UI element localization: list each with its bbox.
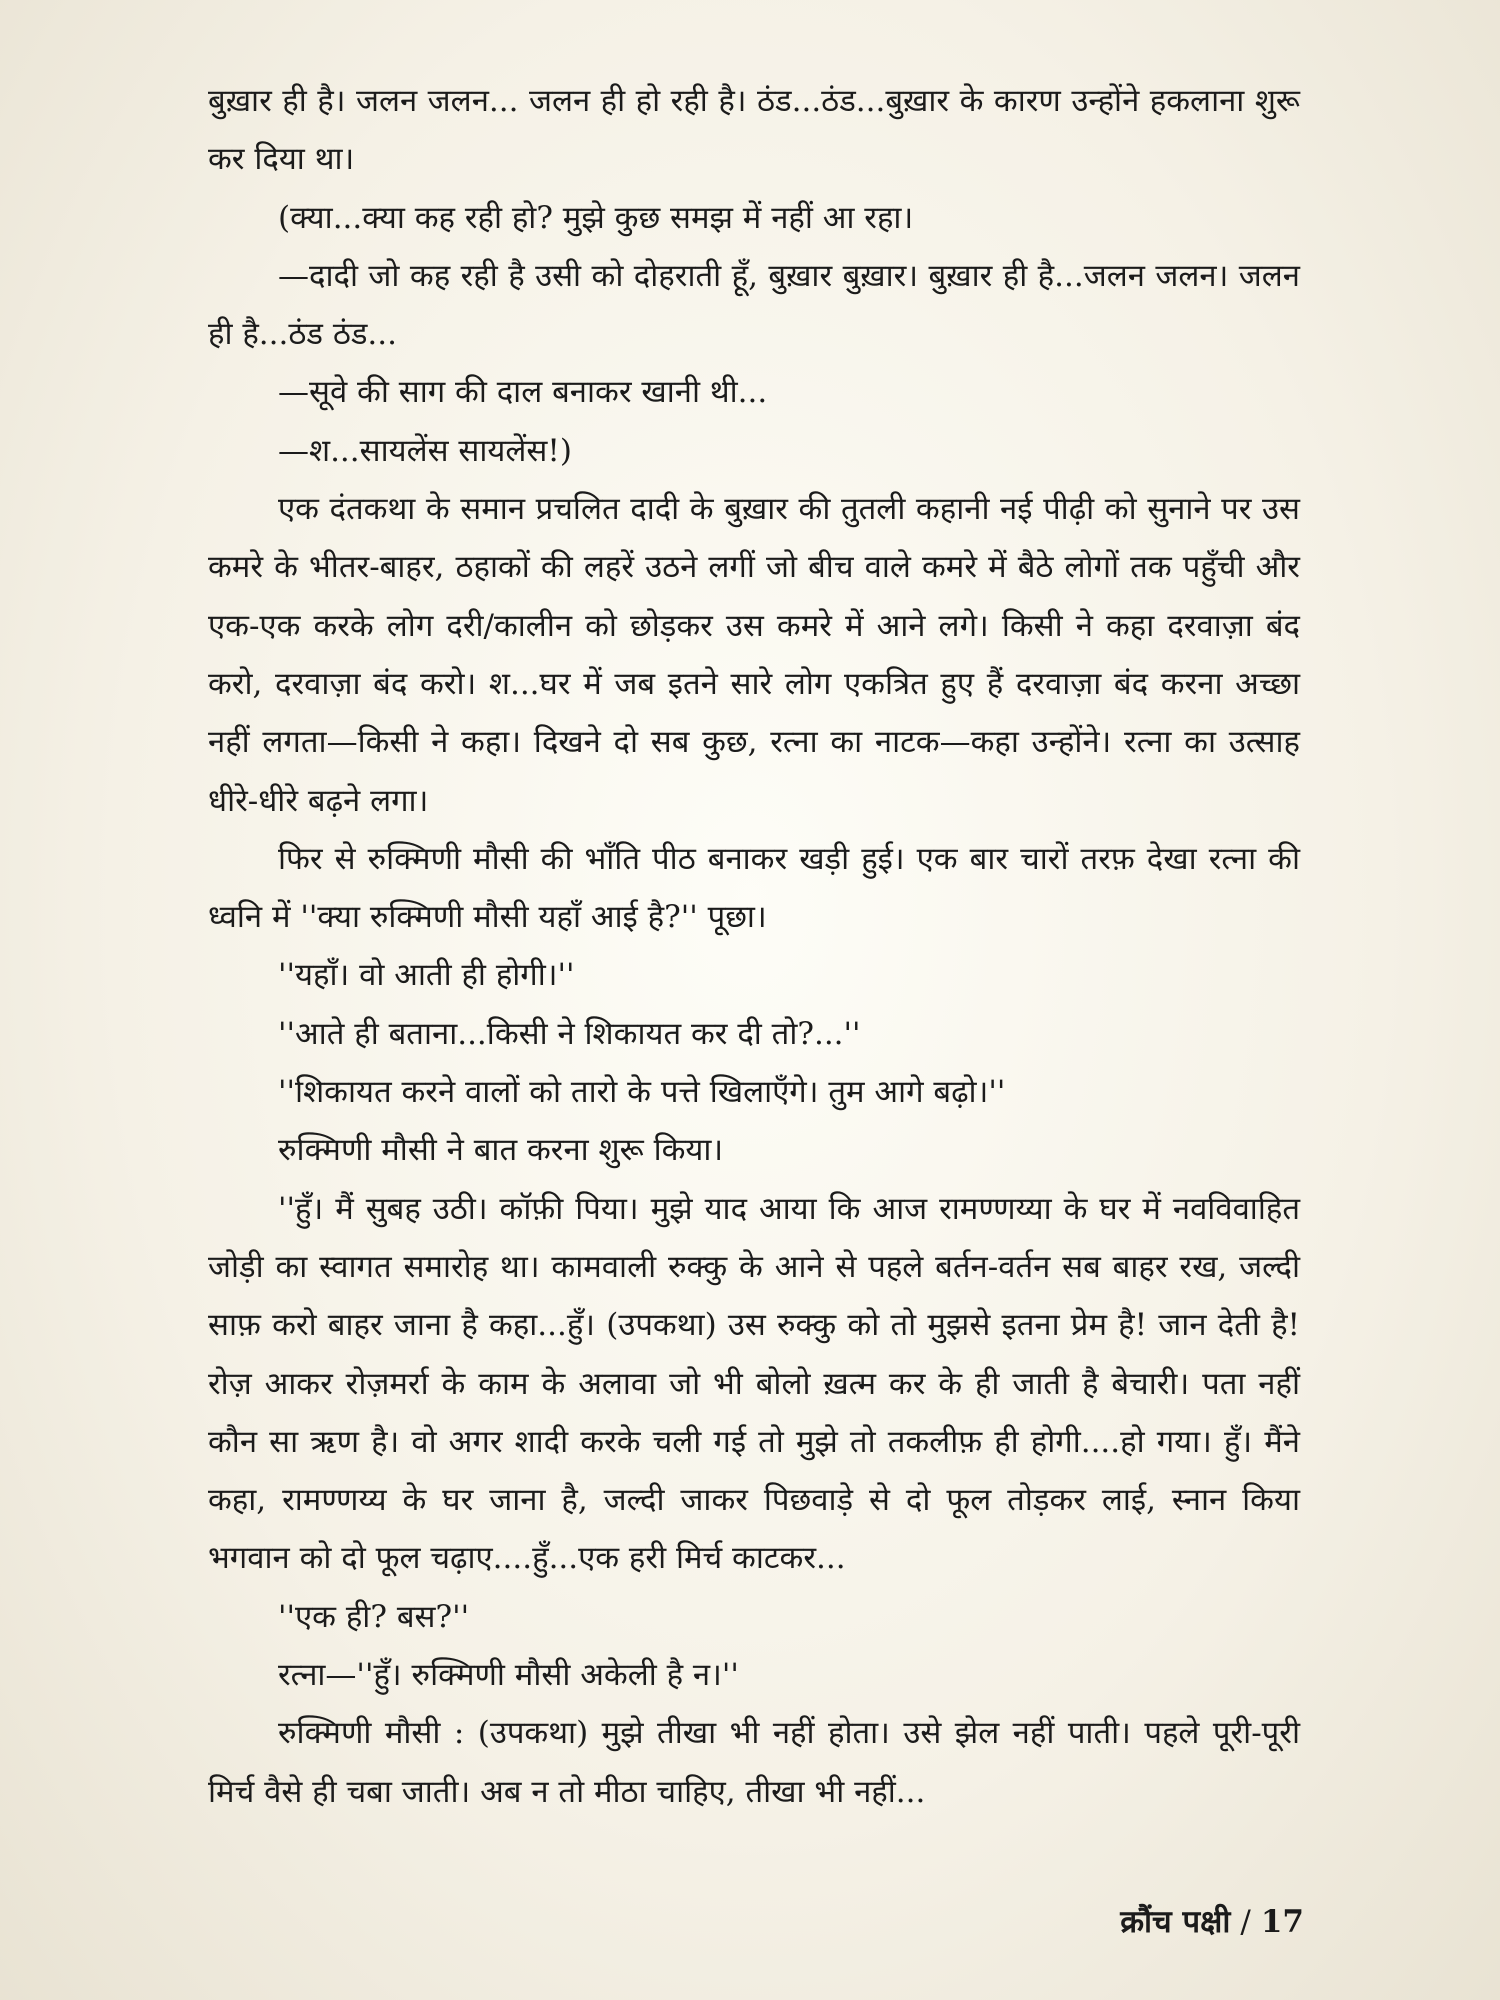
paragraph: —श...सायलेंस सायलेंस!) xyxy=(278,432,572,469)
page-footer xyxy=(1120,1900,1304,1942)
paragraph: बुख़ार ही है। जलन जलन... जलन ही हो रही है। ठंड...ठंड...बुख़ार के कारण उन्होंने हकलाना शुरू कर दिया था। xyxy=(208,83,1300,178)
paragraph: —दादी जो कह रही है उसी को दोहराती हूँ, बुख़ार बुख़ार। बुख़ार ही है...जलन जलन। जलन ही है...ठंड ठंड... xyxy=(208,257,1300,353)
paragraph: फिर से रुक्मिणी मौसी की भाँति पीठ बनाकर खड़ी हुई। एक बार चारों तरफ़ देखा रत्ना की ध्वनि में ''क्या रुक्मिणी मौसी यहाँ आई है?'' पूछा। xyxy=(208,840,1300,936)
body-text xyxy=(208,72,1300,1821)
paragraph: ''शिकायत करने वालों को तारो के पत्ते खिलाएँगे। तुम आगे बढ़ो।'' xyxy=(278,1074,1006,1111)
paragraph: ''यहाँ। वो आती ही होगी।'' xyxy=(278,957,575,994)
paragraph: ''आते ही बताना...किसी ने शिकायत कर दी तो?...'' xyxy=(278,1015,861,1052)
paragraph: रुक्मिणी मौसी ने बात करना शुरू किया। xyxy=(278,1132,724,1169)
page-number: 17 xyxy=(1260,1904,1304,1940)
paragraph: (क्या...क्या कह रही हो? मुझे कुछ समझ में नहीं आ रहा। xyxy=(278,199,914,236)
paragraph: रुक्मिणी मौसी : (उपकथा) मुझे तीखा भी नहीं होता। उसे झेल नहीं पाती। पहले पूरी-पूरी मिर्च वैसे ही चबा जाती। अब न तो मीठा चाहिए, तीखा भी नहीं... xyxy=(208,1715,1300,1810)
book-title: क्रौंच पक्षी xyxy=(1120,1904,1231,1940)
paragraph: —सूवे की साग की दाल बनाकर खानी थी... xyxy=(278,374,768,411)
paragraph: ''हुँ। मैं सुबह उठी। कॉफ़ी पिया। मुझे याद आया कि आज रामण्णय्या के घर में नवविवाहित जोड़ी का स्वागत समारोह था। कामवाली रुक्कु के आने से पहले बर्तन-वर्तन सब बाहर रख, जल्दी साफ़ करो बाहर जाना है कहा...हुँ। (उपकथा) उस रुक्कु को तो मुझसे इतना प्रेम है! जान देती है! रोज़ आकर रोज़मर्रा के काम के अलावा जो भी बोलो ख़त्म कर के ही जाती है बेचारी। पता नहीं कौन सा ऋण है। वो अगर शादी करके चली गई तो मुझे तो तकलीफ़ ही होगी....हो गया। हुँ। मैंने कहा, रामण्णय्य के घर जाना है, जल्दी जाकर पिछवाड़े से दो फूल तोड़कर लाई, स्नान किया भगवान को दो फूल चढ़ाए....हुँ...एक हरी मिर्च काटकर... xyxy=(208,1190,1300,1577)
paragraph: रत्ना—''हुँ। रुक्मिणी मौसी अकेली है न।'' xyxy=(278,1657,739,1694)
paragraph: एक दंतकथा के समान प्रचलित दादी के बुख़ार की तुतली कहानी नई पीढ़ी को सुनाने पर उस कमरे के भीतर-बाहर, ठहाकों की लहरें उठने लगीं जो बीच वाले कमरे में बैठे लोगों तक पहुँची और एक-एक करके लोग दरी/कालीन को छोड़कर उस कमरे में आने लगे। किसी ने कहा दरवाज़ा बंद करो, दरवाज़ा बंद करो। श...घर में जब इतने सारे लोग एकत्रित हुए हैं दरवाज़ा बंद करना अच्छा नहीं लगता—किसी ने कहा। दिखने दो सब कुछ, रत्ना का नाटक—कहा उन्होंने। रत्ना का उत्साह धीरे-धीरे बढ़ने लगा। xyxy=(208,491,1300,819)
paragraph: ''एक ही? बस?'' xyxy=(278,1598,470,1635)
footer-separator: / xyxy=(1240,1904,1251,1940)
